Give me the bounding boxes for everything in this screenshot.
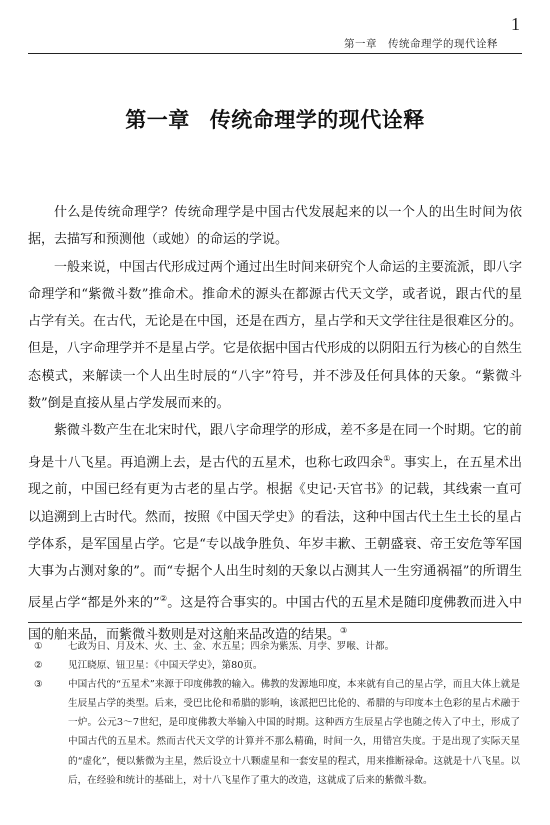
chapter-title [0,104,550,134]
chapter-number: 第一章 [125,108,190,132]
footnote-mark: ② [34,660,43,672]
body-text [28,199,522,649]
paragraph-text: 。这是符合事实的。中国古代的五星术是随印度佛教而进入中国的舶来品，而紫微斗数则是对这舶来品改造的结果。 [28,595,522,643]
paragraph: 什么是传统命理学？传统命理学是中国古代发展起来的以一个人的出生时间为依据，去描写和预测他（或她）的命运的学说。 [28,205,522,248]
paragraph: 一般来说，中国古代形成过两个通过出生时间来研究个人命运的主要流派，即八字命理学和“紫微斗数”推命术。推命术的源头在都源古代天文学，或者说，跟古代的星占学有关。在古代，无论是在中国，还是在西方，星占学和天文学往往是很难区分的。但是，八字命理学并不是星占学。它是依据中国古代形成的以阴阳五行为核心的自然生态模式，来解读一个人出生时辰的“八字”符号，并不涉及任何具体的天象。“紫微斗数”倒是直接从星占学发展而来的。 [28,259,523,412]
paragraph-text: 紫微斗数产生在北宋时代，跟八字命理学的形成，差不多是在同一个时期。它的前身是十八飞星。再追溯上去，是古代的五星术，也称七政四余 [28,423,523,470]
footnote-ref[interactable]: ② [159,594,168,604]
footnote-text: 中国古代的“五星术”来源于印度佛教的输入。佛教的发源地印度，本来就有自己的星占学，而且大体上就是生辰星占学的类型。后来，受巴比伦和希腊的影响，该派把巴比伦的、希腊的与印度本土色彩的星占术融于一炉。公元3～7世纪，是印度佛教大举输入中国的时期。这种西方生辰星占学也随之传入了中土，形成了中国古代的五星术。然而古代天文学的计算并不那么精确，时间一久，用错宫失度。于是出现了实际天星的“虚化”，便以紫微为主星，然后设立十八颗虚星和一套安星的程式，用来推断禄命。这就是十八飞星。以后，在经验和统计的基础上，对十八飞星作了重大的改造，这就成了后来的紫微斗数。 [68,679,520,786]
paragraph [28,417,522,648]
running-head: 第一章 传统命理学的现代诠释 [344,38,498,50]
footnote-ref[interactable]: ③ [340,626,348,636]
footnotes [34,637,520,790]
footnote-rule [28,622,522,623]
footnote-mark: ① [34,641,43,652]
footnote-mark: ③ [34,679,43,691]
header-rule [28,53,522,54]
footnote-ref[interactable]: ① [383,453,391,463]
page-number: 1 [511,14,520,34]
paragraph-text: 。事实上，在五星术出现之前，中国已经有更为古老的星占学。根据《史记·天官书》的记载，其线索一直可以追溯到上古时代。然而，按照《中国天学史》的看法，这种中国古代土生土长的星占学体系，是军国星占学。它是“专以战争胜负、年岁丰歉、王朝盛衰、帝王安危等军国大事为占测对象的”。而“专据个人出生时刻的天象以占测其人一生穷通祸福”的所谓生辰星占学“都是外来的” [28,455,523,611]
chapter-title-text: 传统命理学的现代诠释 [209,108,425,132]
footnote [34,675,520,790]
footnote [34,637,520,656]
footnote-text: 见江晓原、钮卫星：《中国天学史》，第80页。 [68,660,263,672]
footnote [34,656,520,675]
footnote-text: 七政为日、月及木、火、土、金、水五星；四余为紫炁、月孛、罗喉、计都。 [68,641,395,652]
